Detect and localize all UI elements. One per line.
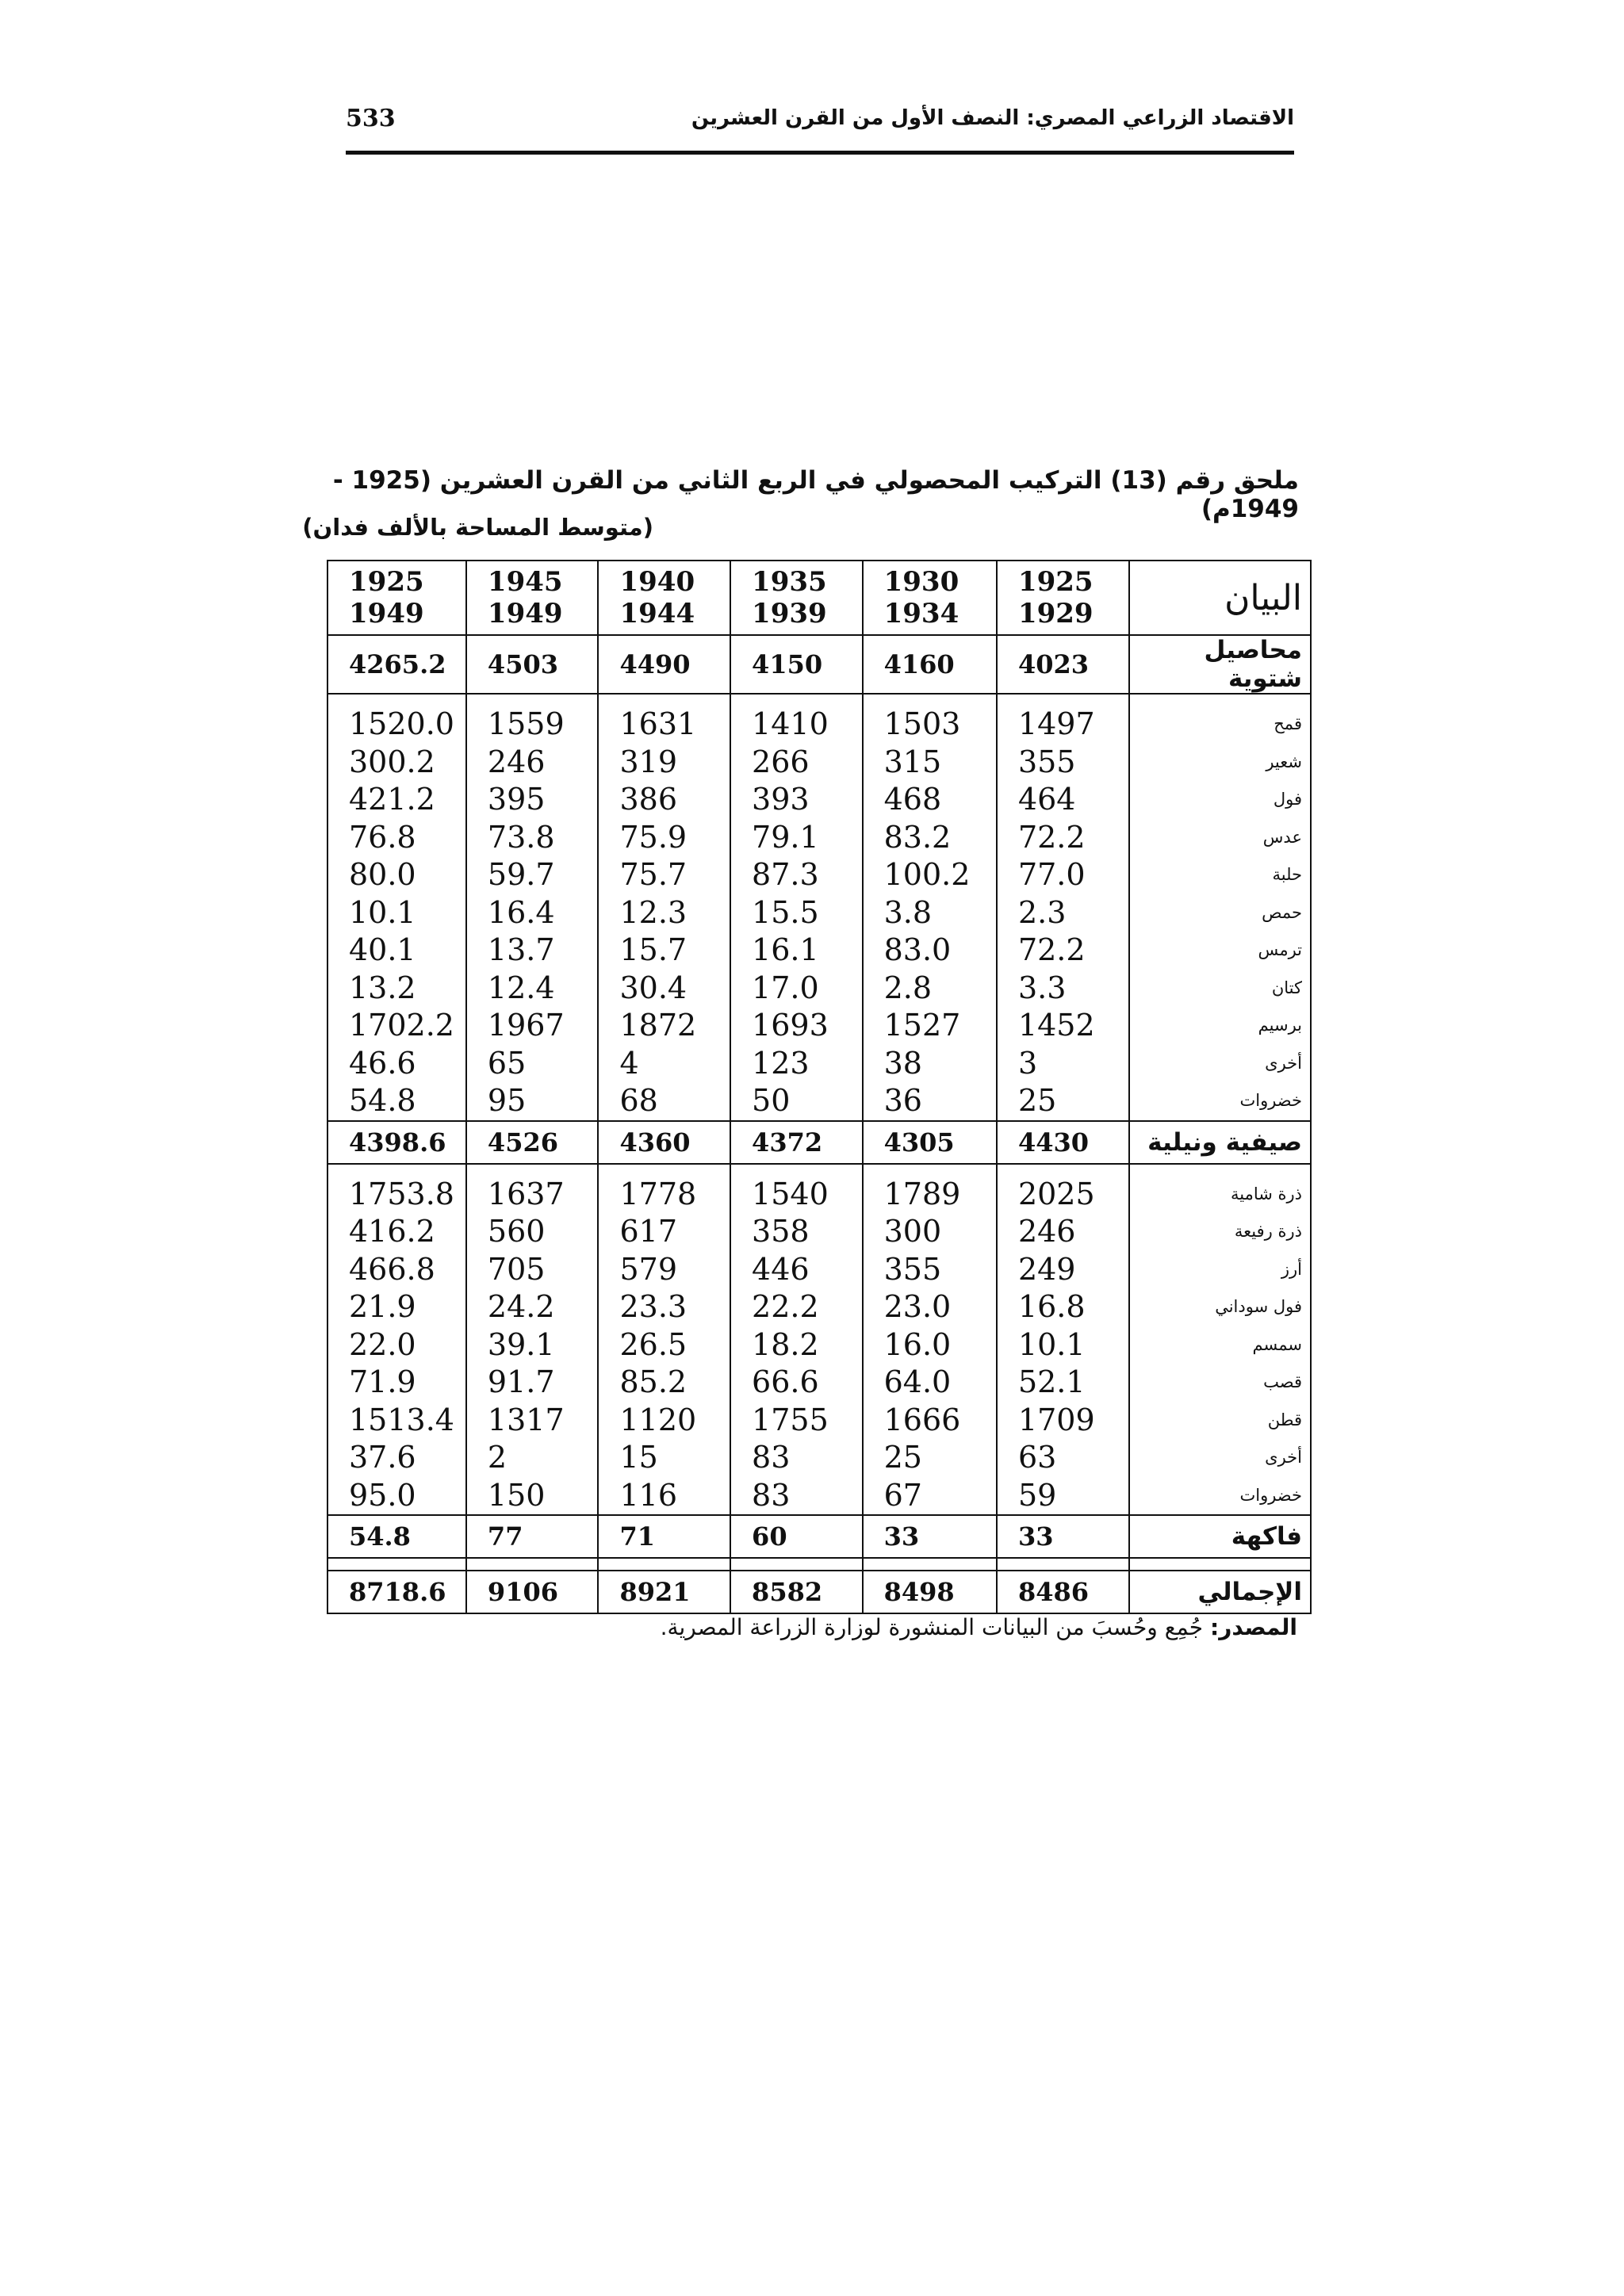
spacer-cell [1129, 694, 1312, 706]
table-row [327, 932, 1311, 970]
page-number: 533 [346, 105, 396, 132]
spacer-cell [997, 1558, 1129, 1571]
crop-value: 100.2 [863, 856, 997, 894]
table-row [327, 1082, 1311, 1121]
table-caption: ملحق رقم (13) التركيب المحصولي في الربع الثاني من القرن العشرين (1925 - 1949م) [332, 466, 1299, 523]
period-header [327, 561, 466, 635]
crop-value: 116 [598, 1477, 730, 1516]
total-value: 4430 [997, 1121, 1129, 1164]
crop-value: 12.3 [598, 894, 730, 932]
crop-value: 23.3 [598, 1288, 730, 1326]
crop-value: 315 [863, 744, 997, 782]
table-row [327, 1288, 1311, 1326]
crop-value: 83.2 [863, 819, 997, 857]
total-value: 4503 [466, 635, 599, 694]
crop-value: 36 [863, 1082, 997, 1121]
crop-value: 22.2 [730, 1288, 863, 1326]
table-row [327, 856, 1311, 894]
crop-value: 54.8 [327, 1082, 466, 1121]
total-value: 8486 [997, 1571, 1129, 1613]
crop-value: 52.1 [997, 1364, 1129, 1402]
crop-name: شعير [1129, 744, 1312, 782]
crop-value: 87.3 [730, 856, 863, 894]
table-row [327, 819, 1311, 857]
total-value: 4023 [997, 635, 1129, 694]
spacer-cell [730, 1558, 863, 1571]
total-value: 4305 [863, 1121, 997, 1164]
table-row [327, 1326, 1311, 1364]
crop-value: 4 [598, 1045, 730, 1083]
crop-value: 85.2 [598, 1364, 730, 1402]
crop-value: 13.7 [466, 932, 599, 970]
crop-value: 77.0 [997, 856, 1129, 894]
spacer-cell [730, 1164, 863, 1176]
crop-value: 65 [466, 1045, 599, 1083]
crop-name: حمص [1129, 894, 1312, 932]
crop-value: 24.2 [466, 1288, 599, 1326]
table-row [327, 970, 1311, 1008]
crop-value: 16.4 [466, 894, 599, 932]
crop-value: 2025 [997, 1176, 1129, 1214]
spacer-cell [327, 694, 466, 706]
period-header [598, 561, 730, 635]
crop-value: 246 [997, 1213, 1129, 1251]
crop-value: 319 [598, 744, 730, 782]
crop-name: أرز [1129, 1251, 1312, 1289]
table-row [327, 1364, 1311, 1402]
unit-note: (متوسط المساحة بالألف فدان) [302, 514, 653, 541]
total-value: 4526 [466, 1121, 599, 1164]
period-from: 1930 [883, 566, 959, 598]
table-row [327, 706, 1311, 744]
period-from: 1935 [752, 566, 827, 598]
crop-value: 16.1 [730, 932, 863, 970]
crop-value: 1317 [466, 1402, 599, 1440]
total-value: 71 [598, 1515, 730, 1558]
period-header [863, 561, 997, 635]
crop-value: 13.2 [327, 970, 466, 1008]
running-title: الاقتصاد الزراعي المصري: النصف الأول من القرن العشرين [691, 106, 1294, 130]
crop-value: 150 [466, 1477, 599, 1516]
crop-value: 73.8 [466, 819, 599, 857]
crop-value: 1631 [598, 706, 730, 744]
crop-value: 464 [997, 781, 1129, 819]
crop-value: 355 [863, 1251, 997, 1289]
crop-value: 23.0 [863, 1288, 997, 1326]
total-value: 4398.6 [327, 1121, 466, 1164]
crop-value: 421.2 [327, 781, 466, 819]
source-label: المصدر: [1210, 1614, 1297, 1640]
running-head [346, 101, 1294, 155]
row-label: محاصيل شتوية [1129, 635, 1312, 694]
crop-value: 300 [863, 1213, 997, 1251]
crop-value: 25 [863, 1439, 997, 1477]
crop-value: 64.0 [863, 1364, 997, 1402]
source-note [661, 1614, 1297, 1640]
table-row [327, 1402, 1311, 1440]
crop-value: 59.7 [466, 856, 599, 894]
crop-value: 1709 [997, 1402, 1129, 1440]
spacer-cell [327, 1558, 466, 1571]
row-label: صيفية ونيلية [1129, 1121, 1312, 1164]
total-value: 77 [466, 1515, 599, 1558]
crop-value: 249 [997, 1251, 1129, 1289]
spacer-cell [598, 1558, 730, 1571]
crop-name: فول [1129, 781, 1312, 819]
period-to: 1949 [487, 598, 563, 629]
total-value: 4160 [863, 635, 997, 694]
spacer-cell [466, 1164, 599, 1176]
crop-value: 18.2 [730, 1326, 863, 1364]
crop-value: 1497 [997, 706, 1129, 744]
spacer-row [327, 694, 1311, 706]
crop-value: 300.2 [327, 744, 466, 782]
total-value: 60 [730, 1515, 863, 1558]
crop-value: 15.7 [598, 932, 730, 970]
source-text: جُمِع وحُسبَ من البيانات المنشورة لوزارة الزراعة المصرية. [660, 1614, 1204, 1640]
crop-value: 1559 [466, 706, 599, 744]
total-value: 54.8 [327, 1515, 466, 1558]
total-value: 8718.6 [327, 1571, 466, 1613]
crop-value: 79.1 [730, 819, 863, 857]
spacer-row [327, 1164, 1311, 1176]
crop-value: 1693 [730, 1007, 863, 1045]
crop-name: برسيم [1129, 1007, 1312, 1045]
crop-value: 12.4 [466, 970, 599, 1008]
crop-value: 95.0 [327, 1477, 466, 1516]
crop-value: 50 [730, 1082, 863, 1121]
period-header [730, 561, 863, 635]
crop-value: 46.6 [327, 1045, 466, 1083]
table-body [327, 561, 1311, 1613]
crop-value: 3.8 [863, 894, 997, 932]
crop-value: 466.8 [327, 1251, 466, 1289]
crop-value: 468 [863, 781, 997, 819]
period-from: 1940 [619, 566, 695, 598]
table-row [327, 1007, 1311, 1045]
spacer-cell [863, 1558, 997, 1571]
crop-value: 80.0 [327, 856, 466, 894]
header-label-cell [1129, 561, 1312, 635]
crop-value: 1520.0 [327, 706, 466, 744]
crop-value: 71.9 [327, 1364, 466, 1402]
crop-value: 72.2 [997, 819, 1129, 857]
crop-value: 1637 [466, 1176, 599, 1214]
fruit-total-row [327, 1515, 1311, 1558]
table-row [327, 894, 1311, 932]
crop-name: خضروات [1129, 1477, 1312, 1516]
table-row [327, 1045, 1311, 1083]
period-to: 1944 [619, 598, 695, 629]
period-from: 1945 [487, 566, 563, 598]
summer-total-row [327, 1121, 1311, 1164]
crop-value: 1410 [730, 706, 863, 744]
crop-name: قمح [1129, 706, 1312, 744]
total-value: 8582 [730, 1571, 863, 1613]
spacer-cell [730, 694, 863, 706]
total-value: 4265.2 [327, 635, 466, 694]
row-label: الإجمالي [1129, 1571, 1312, 1613]
crop-value: 1666 [863, 1402, 997, 1440]
total-value: 9106 [466, 1571, 599, 1613]
total-value: 4372 [730, 1121, 863, 1164]
crop-name: ذرة شامية [1129, 1176, 1312, 1214]
crop-value: 2 [466, 1439, 599, 1477]
crop-value: 40.1 [327, 932, 466, 970]
table-row [327, 1176, 1311, 1214]
total-value: 8498 [863, 1571, 997, 1613]
crop-value: 66.6 [730, 1364, 863, 1402]
crop-value: 83 [730, 1439, 863, 1477]
crop-composition-table [327, 560, 1312, 1614]
spacer-cell [1129, 1558, 1312, 1571]
crop-value: 59 [997, 1477, 1129, 1516]
total-value: 8921 [598, 1571, 730, 1613]
period-header [466, 561, 599, 635]
crop-value: 30.4 [598, 970, 730, 1008]
crop-value: 68 [598, 1082, 730, 1121]
crop-value: 1540 [730, 1176, 863, 1214]
crop-value: 1789 [863, 1176, 997, 1214]
crop-value: 37.6 [327, 1439, 466, 1477]
header-label: البيان [1224, 577, 1302, 618]
crop-value: 1872 [598, 1007, 730, 1045]
winter-total-row [327, 635, 1311, 694]
spacer-cell [997, 694, 1129, 706]
crop-value: 16.0 [863, 1326, 997, 1364]
crop-value: 1778 [598, 1176, 730, 1214]
crop-value: 26.5 [598, 1326, 730, 1364]
crop-value: 1755 [730, 1402, 863, 1440]
total-value: 33 [863, 1515, 997, 1558]
crop-value: 38 [863, 1045, 997, 1083]
crop-name: قطن [1129, 1402, 1312, 1440]
period-to: 1934 [883, 598, 959, 629]
crop-value: 705 [466, 1251, 599, 1289]
spacer-cell [466, 1558, 599, 1571]
table-row [327, 1213, 1311, 1251]
crop-name: أخرى [1129, 1045, 1312, 1083]
crop-value: 75.7 [598, 856, 730, 894]
crop-value: 39.1 [466, 1326, 599, 1364]
period-from: 1925 [349, 566, 424, 598]
spacer-cell [863, 694, 997, 706]
period-header [997, 561, 1129, 635]
crop-value: 72.2 [997, 932, 1129, 970]
spacer-row [327, 1558, 1311, 1571]
total-value: 4150 [730, 635, 863, 694]
crop-value: 579 [598, 1251, 730, 1289]
header-row [327, 561, 1311, 635]
crop-value: 91.7 [466, 1364, 599, 1402]
crop-value: 1967 [466, 1007, 599, 1045]
table-row [327, 744, 1311, 782]
crop-value: 1702.2 [327, 1007, 466, 1045]
crop-value: 3.3 [997, 970, 1129, 1008]
crop-value: 617 [598, 1213, 730, 1251]
spacer-cell [863, 1164, 997, 1176]
crop-name: سمسم [1129, 1326, 1312, 1364]
spacer-cell [997, 1164, 1129, 1176]
table-row [327, 1477, 1311, 1516]
crop-value: 15.5 [730, 894, 863, 932]
table-row [327, 1439, 1311, 1477]
crop-value: 1527 [863, 1007, 997, 1045]
crop-value: 95 [466, 1082, 599, 1121]
spacer-cell [466, 694, 599, 706]
spacer-cell [598, 1164, 730, 1176]
crop-value: 10.1 [997, 1326, 1129, 1364]
crop-value: 386 [598, 781, 730, 819]
crop-value: 76.8 [327, 819, 466, 857]
crop-name: قصب [1129, 1364, 1312, 1402]
crop-value: 1503 [863, 706, 997, 744]
crop-value: 393 [730, 781, 863, 819]
crop-value: 67 [863, 1477, 997, 1516]
crop-value: 1452 [997, 1007, 1129, 1045]
crop-value: 1513.4 [327, 1402, 466, 1440]
crop-value: 416.2 [327, 1213, 466, 1251]
table-row [327, 781, 1311, 819]
crop-value: 2.8 [863, 970, 997, 1008]
crop-value: 2.3 [997, 894, 1129, 932]
crop-name: خضروات [1129, 1082, 1312, 1121]
crop-value: 17.0 [730, 970, 863, 1008]
crop-value: 75.9 [598, 819, 730, 857]
crop-value: 1120 [598, 1402, 730, 1440]
crop-value: 355 [997, 744, 1129, 782]
crop-value: 16.8 [997, 1288, 1129, 1326]
crop-name: ذرة رفيعة [1129, 1213, 1312, 1251]
spacer-cell [598, 694, 730, 706]
crop-name: أخرى [1129, 1439, 1312, 1477]
crop-value: 358 [730, 1213, 863, 1251]
row-label: فاكهة [1129, 1515, 1312, 1558]
crop-value: 10.1 [327, 894, 466, 932]
crop-value: 395 [466, 781, 599, 819]
period-to: 1949 [349, 598, 424, 629]
table-row [327, 1251, 1311, 1289]
crop-value: 266 [730, 744, 863, 782]
crop-value: 15 [598, 1439, 730, 1477]
crop-value: 1753.8 [327, 1176, 466, 1214]
total-value: 33 [997, 1515, 1129, 1558]
crop-value: 3 [997, 1045, 1129, 1083]
period-from: 1925 [1017, 566, 1094, 598]
crop-value: 246 [466, 744, 599, 782]
crop-name: كتان [1129, 970, 1312, 1008]
crop-value: 83.0 [863, 932, 997, 970]
spacer-cell [327, 1164, 466, 1176]
crop-value: 123 [730, 1045, 863, 1083]
grand-total-row [327, 1571, 1311, 1613]
crop-value: 22.0 [327, 1326, 466, 1364]
crop-value: 83 [730, 1477, 863, 1516]
crop-value: 63 [997, 1439, 1129, 1477]
period-to: 1929 [1017, 598, 1094, 629]
period-to: 1939 [752, 598, 827, 629]
total-value: 4490 [598, 635, 730, 694]
spacer-cell [1129, 1164, 1312, 1176]
crop-value: 25 [997, 1082, 1129, 1121]
crop-value: 560 [466, 1213, 599, 1251]
crop-name: عدس [1129, 819, 1312, 857]
crop-name: فول سوداني [1129, 1288, 1312, 1326]
crop-name: ترمس [1129, 932, 1312, 970]
crop-name: حلبة [1129, 856, 1312, 894]
crop-value: 446 [730, 1251, 863, 1289]
crop-value: 21.9 [327, 1288, 466, 1326]
total-value: 4360 [598, 1121, 730, 1164]
